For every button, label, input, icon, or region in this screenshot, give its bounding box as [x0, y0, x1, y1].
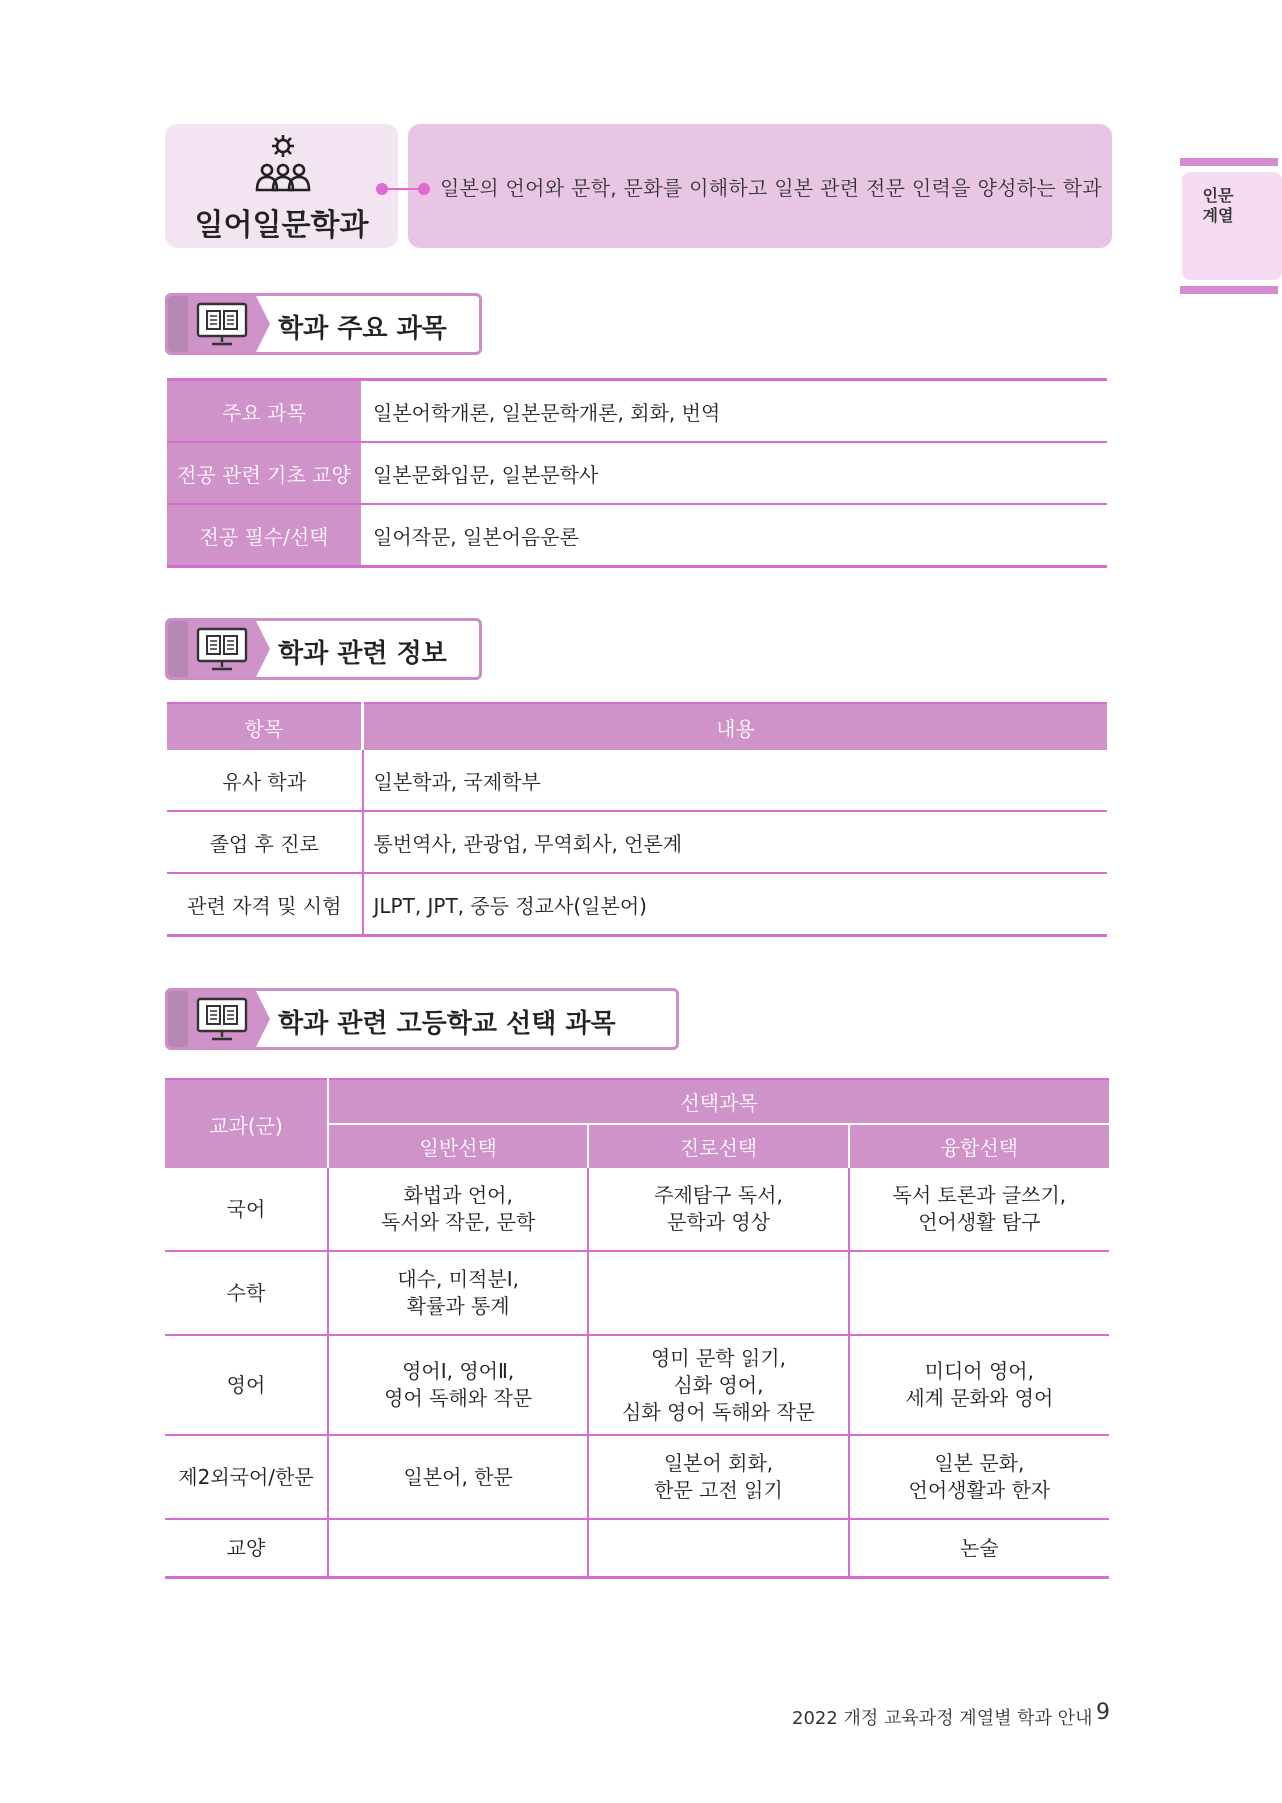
header-elective-group: 선택과목 — [328, 1079, 1109, 1124]
table-row — [165, 1168, 1109, 1251]
subject-cell: 수학 — [165, 1251, 328, 1335]
row-value: JLPT, JPT, 중등 정교사(일본어) — [373, 893, 647, 918]
row-label: 유사 학과 — [167, 750, 363, 811]
row-value: 일본어학개론, 일본문학개론, 회화, 번역 — [362, 380, 1107, 443]
subject-cell: 국어 — [165, 1168, 328, 1251]
side-tab-bar-bottom — [1180, 286, 1278, 294]
header-general: 일반선택 — [328, 1124, 588, 1168]
section-title: 학과 관련 고등학교 선택 과목 — [278, 1009, 616, 1039]
table-row — [167, 504, 1107, 567]
highschool-courses-table — [165, 1078, 1109, 1579]
banner-arrow — [256, 621, 270, 677]
page-number: 9 — [1096, 1700, 1110, 1725]
section-title: 학과 주요 과목 — [278, 314, 447, 344]
row-label: 주요 과목 — [167, 380, 362, 443]
general-cell: 대수, 미적분Ⅰ, 확률과 통계 — [328, 1251, 588, 1335]
general-cell: 일본어, 한문 — [328, 1435, 588, 1519]
banner-arrow — [256, 296, 270, 352]
row-value: 일본문화입문, 일본문학사 — [362, 442, 1107, 504]
table-row — [167, 811, 1107, 873]
banner-lead — [168, 991, 188, 1047]
connector-dot-left — [376, 183, 388, 195]
subject-cell: 영어 — [165, 1335, 328, 1435]
row-label: 졸업 후 진로 — [167, 811, 363, 873]
career-cell — [588, 1519, 848, 1578]
people-gear-icon — [250, 132, 316, 198]
table-row — [165, 1335, 1109, 1435]
monitor-book-icon — [196, 302, 248, 346]
department-description: 일본의 언어와 문학, 문화를 이해하고 일본 관련 전문 인력을 양성하는 학과 — [440, 176, 1102, 200]
section-title: 학과 관련 정보 — [278, 639, 447, 669]
table-row — [167, 380, 1107, 443]
header-subject: 교과(군) — [165, 1079, 328, 1168]
fusion-cell: 독서 토론과 글쓰기, 언어생활 탐구 — [849, 1168, 1109, 1251]
career-cell: 일본어 회화, 한문 고전 읽기 — [588, 1435, 848, 1519]
monitor-book-icon — [196, 627, 248, 671]
major-subjects-table — [167, 378, 1107, 568]
section-banner-major-subjects — [165, 293, 482, 355]
table-header-row — [167, 703, 1107, 750]
header-fusion: 융합선택 — [849, 1124, 1109, 1168]
subject-cell: 제2외국어/한문 — [165, 1435, 328, 1519]
fusion-cell: 일본 문화, 언어생활과 한자 — [849, 1435, 1109, 1519]
banner-lead — [168, 296, 188, 352]
header-content: 내용 — [363, 703, 1108, 750]
career-cell: 주제탐구 독서, 문학과 영상 — [588, 1168, 848, 1251]
footer-text: 2022 개정 교육과정 계열별 학과 안내 — [792, 1708, 1093, 1729]
header-career: 진로선택 — [588, 1124, 848, 1168]
section-banner-related-info — [165, 618, 482, 680]
monitor-book-icon — [196, 997, 248, 1041]
career-cell — [588, 1251, 848, 1335]
table-row — [167, 750, 1107, 811]
banner-arrow — [256, 991, 270, 1047]
connector-dot-right — [418, 183, 430, 195]
table-header-row — [165, 1079, 1109, 1124]
section-banner-highschool-courses — [165, 988, 679, 1050]
table-row — [165, 1251, 1109, 1335]
table-row — [165, 1435, 1109, 1519]
department-name: 일어일문학과 — [194, 208, 369, 243]
header-item: 항목 — [167, 703, 363, 750]
row-label: 전공 관련 기초 교양 — [167, 442, 362, 504]
general-cell — [328, 1519, 588, 1578]
subject-cell: 교양 — [226, 1535, 266, 1560]
table-row — [167, 442, 1107, 504]
row-value: 일어작문, 일본어음운론 — [362, 504, 1107, 567]
side-tab-bar-top — [1180, 158, 1278, 166]
row-value: 일본학과, 국제학부 — [363, 750, 1108, 811]
related-info-table — [167, 702, 1107, 937]
table-row — [167, 873, 1107, 936]
row-label: 전공 필수/선택 — [167, 504, 362, 567]
side-tab-label: 인문 계열 — [1202, 186, 1234, 225]
banner-lead — [168, 621, 188, 677]
row-label: 관련 자격 및 시험 — [167, 873, 363, 936]
table-row — [165, 1519, 1109, 1578]
fusion-cell: 논술 — [849, 1519, 1109, 1578]
row-value: 통번역사, 관광업, 무역회사, 언론계 — [363, 811, 1108, 873]
fusion-cell — [849, 1251, 1109, 1335]
general-cell: 영어Ⅰ, 영어Ⅱ, 영어 독해와 작문 — [328, 1335, 588, 1435]
general-cell: 화법과 언어, 독서와 작문, 문학 — [328, 1168, 588, 1251]
fusion-cell: 미디어 영어, 세계 문화와 영어 — [849, 1335, 1109, 1435]
career-cell: 영미 문학 읽기, 심화 영어, 심화 영어 독해와 작문 — [588, 1335, 848, 1435]
